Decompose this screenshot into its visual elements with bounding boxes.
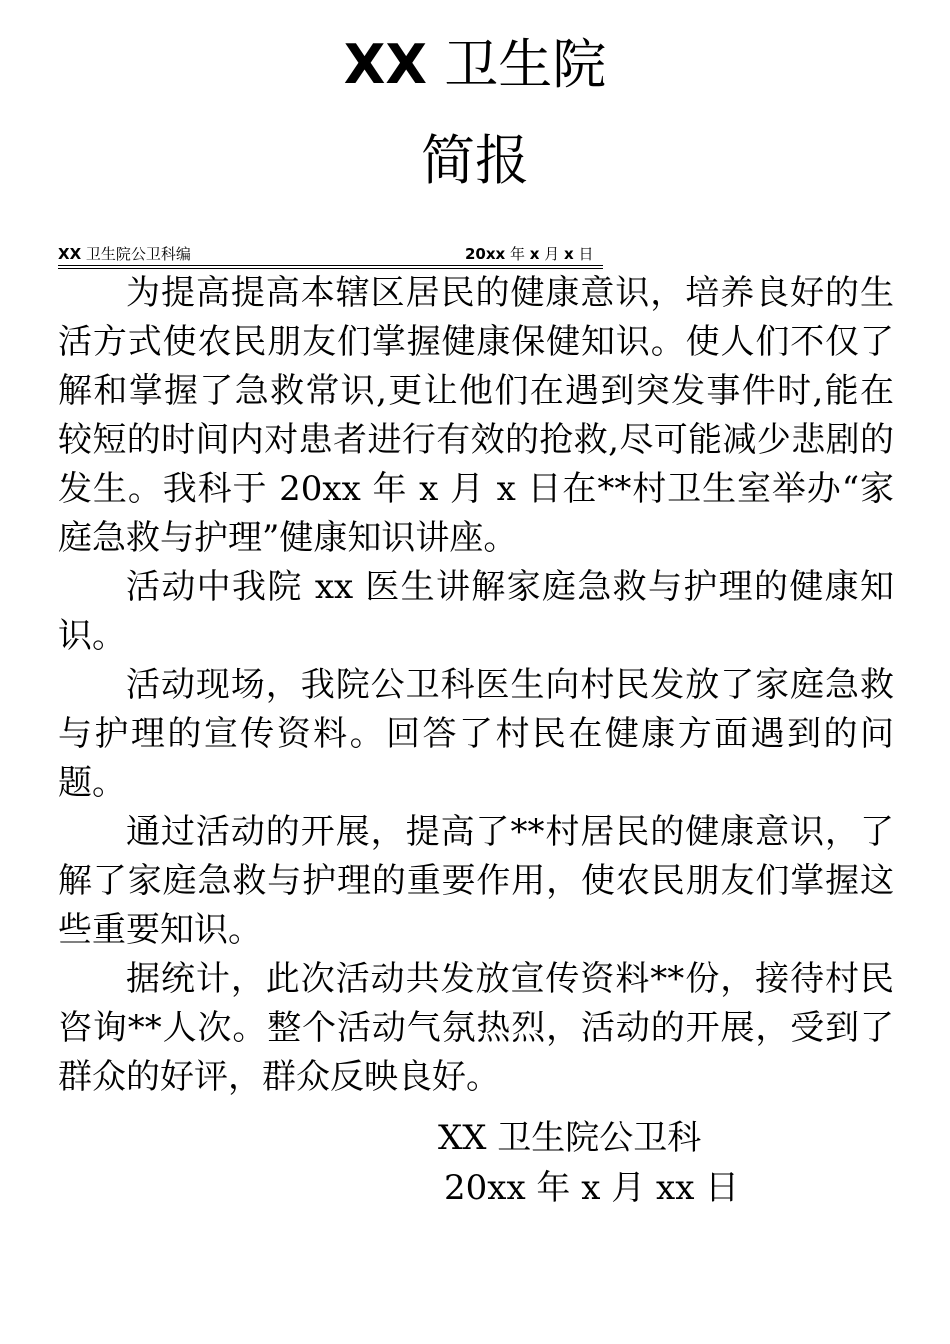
issue-date-year: 20xx (465, 245, 506, 263)
title-org-abbr: XX (343, 33, 428, 96)
editor-line (58, 243, 191, 265)
signature-block (438, 1113, 739, 1213)
signature-org: XX 卫生院公卫科 (438, 1118, 702, 1158)
document-subtitle: 简报 (421, 129, 529, 192)
paragraph-intro: 为提高提高本辖区居民的健康意识，培养良好的生活方式使农民朋友们掌握健康保健知识。使人们不仅了解和掌握了急救常识,更让他们在遇到突发事件时,能在较短的时间内对患者进行有效的抢救,尽可能减少悲剧的发生。我科于 20xx 年 x 月 x 日在**村卫生室举办“家庭急救与护理”健康知识讲座。 (58, 273, 894, 558)
title-org-rest: 卫生院 (427, 33, 607, 96)
issue-date-day-unit: 日 (573, 245, 594, 263)
issue-date-month: x (529, 245, 540, 263)
editor-abbr: XX (58, 245, 82, 263)
paragraph-statistics: 据统计，此次活动共发放宣传资料**份，接待村民咨询**人次。整个活动气氛热烈，活动的开展，受到了群众的好评，群众反映良好。 (58, 959, 894, 1097)
document-title (0, 30, 950, 100)
signature-date: 20xx 年 x 月 xx 日 (444, 1168, 740, 1208)
editor-rest: 卫生院公卫科编 (81, 245, 191, 263)
paragraph-lecture: 活动中我院 xx 医生讲解家庭急救与护理的健康知识。 (58, 567, 894, 656)
issue-date-day: x (564, 245, 574, 263)
report-body (58, 269, 894, 1102)
issue-date (465, 243, 593, 265)
paragraph-onsite: 活动现场，我院公卫科医生向村民发放了家庭急救与护理的宣传资料。回答了村民在健康方面遇到的问题。 (58, 665, 894, 803)
issue-date-year-unit: 年 (505, 245, 530, 263)
issue-date-month-unit: 月 (539, 245, 565, 263)
issue-meta-line (58, 243, 603, 266)
paragraph-outcome: 通过活动的开展，提高了**村居民的健康意识，了解了家庭急救与护理的重要作用，使农民朋友们掌握这些重要知识。 (58, 812, 894, 950)
